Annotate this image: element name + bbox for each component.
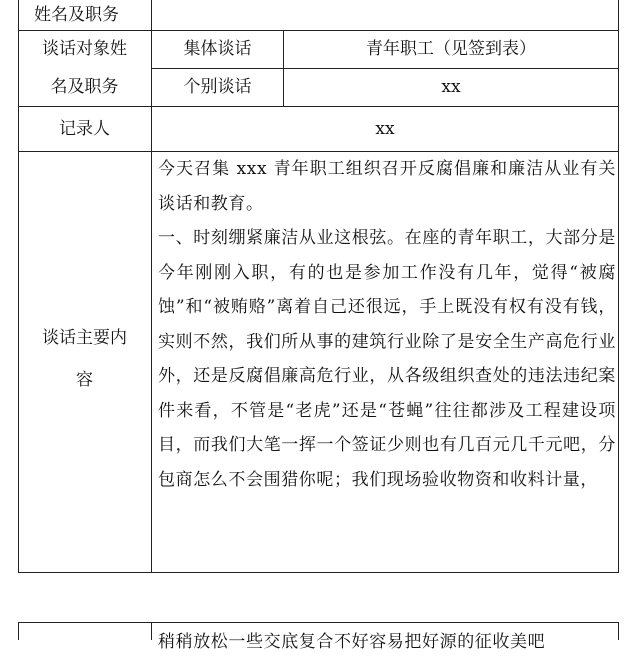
recorder-value: xx — [375, 118, 395, 139]
table-rule — [151, 0, 152, 573]
content-label-line2: 容 — [76, 369, 93, 390]
talk-content-paragraph-2: 一、时刻绷紧廉洁从业这根弦。在座的青年职工，大部分是今年刚刚入职，有的也是参加工作没有几年，觉得“被腐蚀”和“被贿赂”离着自己还很远，手上既没有权有没有钱，实则不然，我们所从事的建筑行业除了是安全生产高危行业外，还是反腐倡廉高危行业，从各级组织查处的违法违纪案件来看，不管是“老虎”还是“苍蝇”往往都涉及工程建设项目，而我们大笔一挥一个签证少则也有几百元几千元吧，分包商怎么不会围猎你呢；我们现场验收物资和收料计量， — [158, 228, 616, 490]
table-rule — [618, 622, 619, 640]
table-rule — [18, 0, 19, 573]
table-rule — [18, 622, 19, 640]
table-rule — [18, 30, 619, 31]
table-rule — [18, 106, 619, 107]
table-rule — [18, 572, 619, 573]
interviewee-label-line1: 谈话对象姓 — [42, 38, 127, 59]
next-page-partial-text: 稍稍放松一些交底复合不好容易把好源的征收美吧 — [158, 632, 546, 652]
recorder-label: 记录人 — [59, 118, 110, 139]
table-rule — [152, 68, 619, 69]
table-rule — [151, 622, 152, 640]
table-rule — [283, 30, 284, 107]
group-talk-label: 集体谈话 — [183, 39, 252, 59]
name-position-label: 姓名及职务 — [34, 4, 119, 25]
name-position-value — [152, 0, 618, 30]
interviewee-label-line2: 名及职务 — [50, 76, 119, 97]
page-gap — [0, 578, 640, 604]
content-label-line1: 谈话主要内 — [42, 327, 127, 348]
group-talk-value: 青年职工（见签到表） — [366, 39, 536, 59]
talk-content — [152, 152, 618, 572]
table-rule — [618, 0, 619, 573]
table-rule — [18, 151, 619, 152]
individual-talk-value: xx — [441, 77, 461, 97]
individual-talk-label: 个别谈话 — [183, 77, 252, 97]
talk-content-paragraph-1: 今天召集 xxx 青年职工组织召开反腐倡廉和廉洁从业有关谈话和教育。 — [158, 159, 616, 214]
table-rule — [18, 622, 619, 623]
